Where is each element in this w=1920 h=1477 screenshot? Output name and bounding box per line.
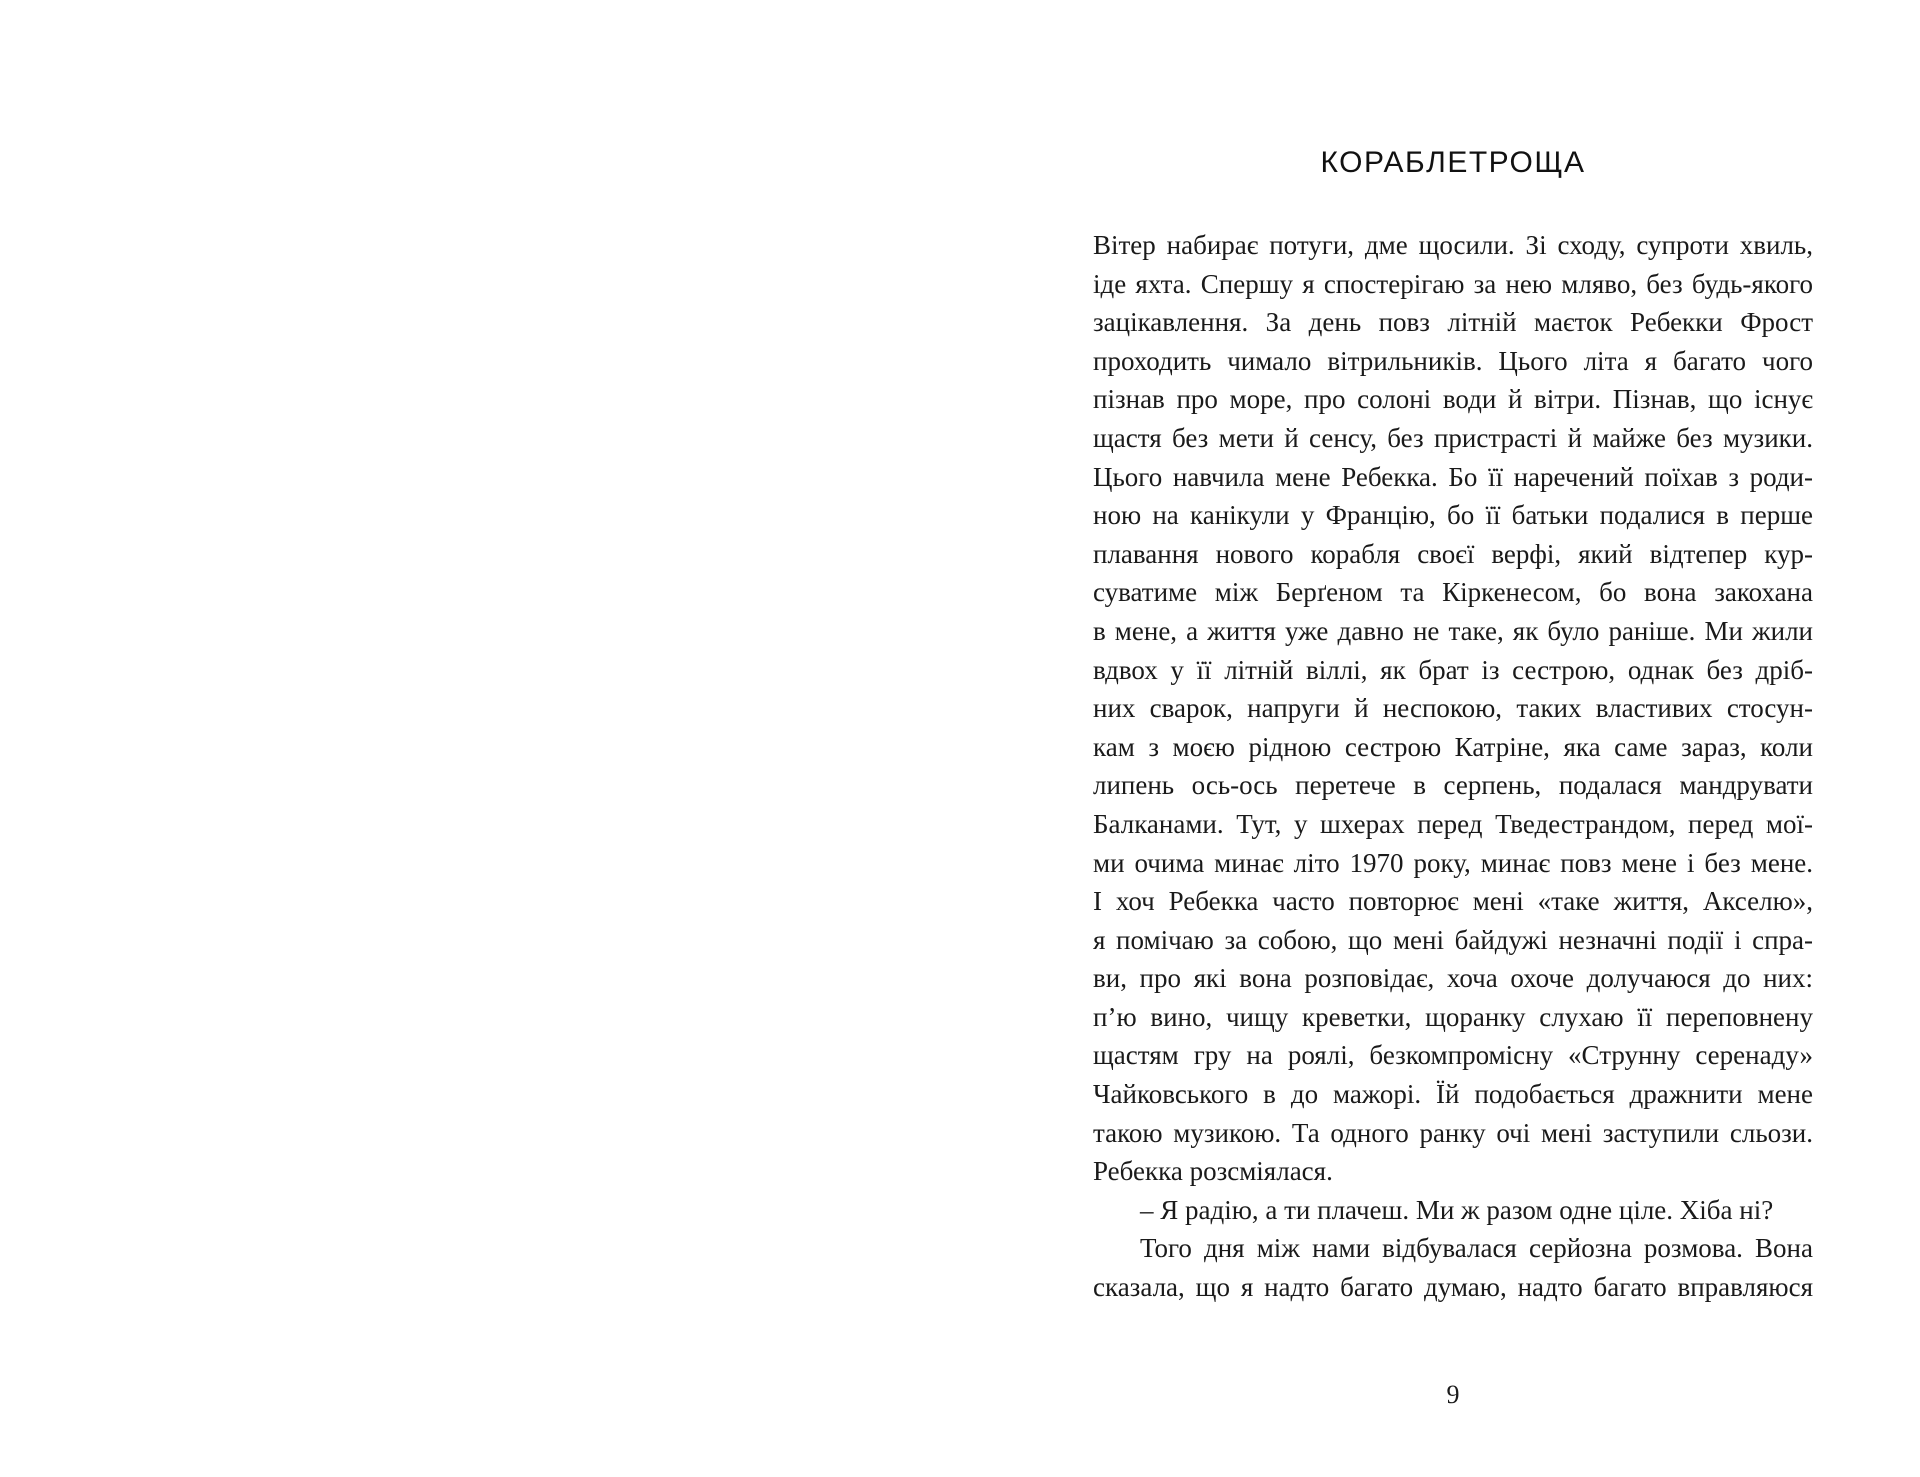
text-line: іде яхта. Спершу я спостерігаю за нею мляво, без будь-якого	[1093, 268, 1813, 299]
text-line: ви, про які вона розповідає, хоча охоче долучаюся до них:	[1093, 963, 1813, 994]
text-line: Цього навчила мене Ребекка. Бо її наречений поїхав з роди-	[1093, 461, 1813, 492]
text-line: ми очима минає літо 1970 року, минає повз мене і без мене.	[1093, 847, 1813, 878]
text-line: Балканами. Тут, у шхерах перед Тведестрандом, перед мої-	[1093, 808, 1813, 839]
text-line: я помічаю за собою, що мені байдужі незначні події і спра-	[1093, 924, 1813, 955]
text-line: Того дня між нами відбувалася серйозна розмова. Вона	[1140, 1233, 1813, 1264]
text-line: липень ось-ось перетече в серпень, подалася мандрувати	[1093, 770, 1813, 801]
text-line: в мене, а життя уже давно не таке, як було раніше. Ми жили	[1093, 615, 1813, 646]
text-line: кам з моєю рідною сестрою Катріне, яка саме зараз, коли	[1093, 731, 1813, 762]
text-line: – Я радію, а ти плачеш. Ми ж разом одне ціле. Хіба ні?	[1140, 1194, 1774, 1225]
text-line: плавання нового корабля своєї верфі, який відтепер кур-	[1093, 538, 1813, 569]
text-line: проходить чимало вітрильників. Цього літа я багато чого	[1093, 345, 1813, 376]
text-line: І хоч Ребекка часто повторює мені «таке життя, Акселю»,	[1093, 886, 1813, 917]
text-line: Ребекка розсміялася.	[1093, 1156, 1333, 1187]
text-line: пізнав про море, про солоні води й вітри. Пізнав, що існує	[1093, 384, 1813, 415]
text-line: такою музикою. Та одного ранку очі мені заступили сльози.	[1093, 1117, 1813, 1148]
text-line: Чайковського в до мажорі. Їй подобається дражнити мене	[1093, 1079, 1813, 1110]
text-line: сказала, що я надто багато думаю, надто багато вправляюся	[1093, 1272, 1813, 1303]
text-line: них сварок, напруги й неспокою, таких властивих стосун-	[1093, 693, 1813, 724]
text-line: щастям гру на роялі, безкомпромісну «Струнну серенаду»	[1093, 1040, 1813, 1071]
page-number: 9	[1446, 1380, 1460, 1409]
text-line: ною на канікули у Францію, бо її батьки подалися в перше	[1093, 500, 1813, 531]
text-line: вдвох у її літній віллі, як брат із сестрою, однак без дріб-	[1093, 654, 1813, 685]
text-line: зацікавлення. За день повз літній маєток Ребекки Фрост	[1093, 307, 1813, 338]
text-line: суватиме між Берґеном та Кіркенесом, бо вона закохана	[1093, 577, 1813, 608]
text-line: п’ю вино, чищу креветки, щоранку слухаю її переповнену	[1093, 1001, 1813, 1032]
text-line: щастя без мети й сенсу, без пристрасті й майже без музики.	[1093, 422, 1813, 453]
body-text	[1093, 226, 1813, 1307]
text-line: Вітер набирає потуги, дме щосили. Зі сходу, супроти хвиль,	[1093, 230, 1813, 260]
chapter-title: КОРАБЛЕТРОЩА	[1320, 146, 1586, 179]
